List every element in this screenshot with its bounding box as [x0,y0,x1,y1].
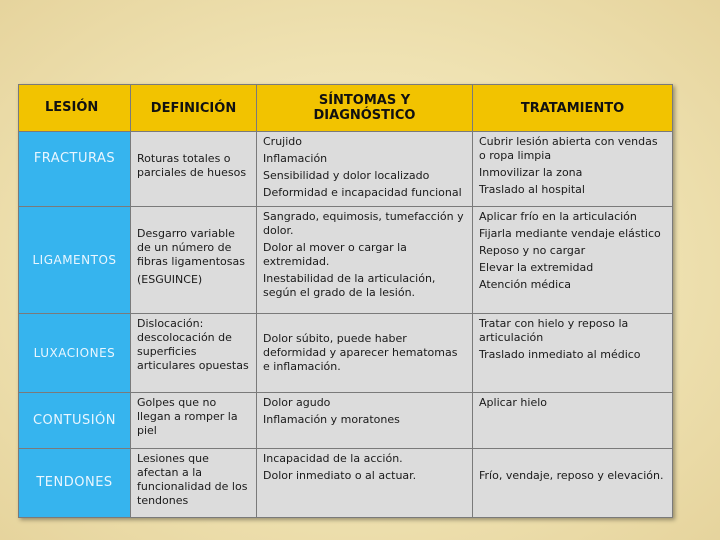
definicion-text: Desgarro variable de un número de fibras ligamentosas [137,227,245,268]
sintomas-cell [257,449,473,518]
lesion-cell: LUXACIONES [19,314,131,393]
header-sintomas [257,85,473,132]
tratamiento-cell [473,393,673,449]
lesion-cell: CONTUSIÓN [19,393,131,449]
header-definicion: DEFINICIÓN [131,85,257,132]
tratamiento-item: Elevar la extremidad [479,261,594,274]
sintoma-item: Inflamación y moratones [263,413,400,426]
header-sintomas-line1: SÍNTOMAS Y [318,93,411,108]
tratamiento-item: Fijarla mediante vendaje elástico [479,227,661,240]
sintoma-item: Dolor inmediato o al actuar. [263,469,417,482]
injury-table [18,84,673,518]
sintoma-item: Dolor agudo [263,396,331,409]
definicion-cell [131,132,257,207]
sintoma-item: Dolor súbito, puede haber deformidad y aparecer hematomas e inflamación. [263,332,458,373]
definicion-text: parciales de huesos [137,166,247,179]
tratamiento-item: Aplicar hielo [479,396,548,409]
table-row [19,314,673,393]
sintoma-item: Dolor al mover o cargar la extremidad. [263,241,407,268]
sintoma-item: Incapacidad de la acción. [263,452,403,465]
tratamiento-item: Aplicar frío en la articulación [479,210,637,223]
sintoma-item: Sangrado, equimosis, tumefacción y dolor. [263,210,464,237]
definicion-cell [131,449,257,518]
tratamiento-item: Inmovilizar la zona [479,166,583,179]
table-row [19,449,673,518]
tratamiento-cell [473,132,673,207]
lesion-cell: TENDONES [19,449,131,518]
tratamiento-cell [473,449,673,518]
table-row [19,207,673,314]
header-tratamiento: TRATAMIENTO [473,85,673,132]
definicion-text: Golpes que no llegan a romper la piel [137,396,238,437]
tratamiento-cell [473,314,673,393]
sintomas-cell [257,314,473,393]
header-sintomas-line2: DIAGNÓSTICO [313,108,416,123]
tratamiento-item: Traslado inmediato al médico [479,348,641,361]
header-lesion: LESIÓN [19,85,131,132]
sintoma-item: Deformidad e incapacidad funcional [263,186,462,199]
definicion-text: Lesiones que afectan a la funcionalidad de los tendones [137,452,248,507]
lesion-cell: LIGAMENTOS [19,207,131,314]
definicion-cell [131,314,257,393]
lesion-cell: FRACTURAS [19,132,131,207]
tratamiento-cell [473,207,673,314]
sintoma-item: Inflamación [263,152,328,165]
definicion-text: Roturas totales o [137,152,231,165]
sintoma-item: Inestabilidad de la articulación, según el grado de la lesión. [263,272,436,299]
table-row [19,132,673,207]
sintoma-item: Crujido [263,135,302,148]
definicion-text: (ESGUINCE) [137,273,203,286]
sintomas-cell [257,393,473,449]
sintoma-item: Sensibilidad y dolor localizado [263,169,430,182]
tratamiento-item: Atención médica [479,278,571,291]
header-row [19,85,673,132]
table-row [19,393,673,449]
sintomas-cell [257,207,473,314]
tratamiento-item: Cubrir lesión abierta con vendas o ropa limpia [479,135,658,162]
definicion-cell [131,393,257,449]
tratamiento-item: Reposo y no cargar [479,244,586,257]
tratamiento-item: Tratar con hielo y reposo la articulación [479,317,629,344]
tratamiento-item: Frío, vendaje, reposo y elevación. [479,469,664,482]
tratamiento-item: Traslado al hospital [479,183,585,196]
definicion-cell [131,207,257,314]
sintomas-cell [257,132,473,207]
definicion-text: Dislocación: descolocación de superficies articulares opuestas [137,317,249,372]
